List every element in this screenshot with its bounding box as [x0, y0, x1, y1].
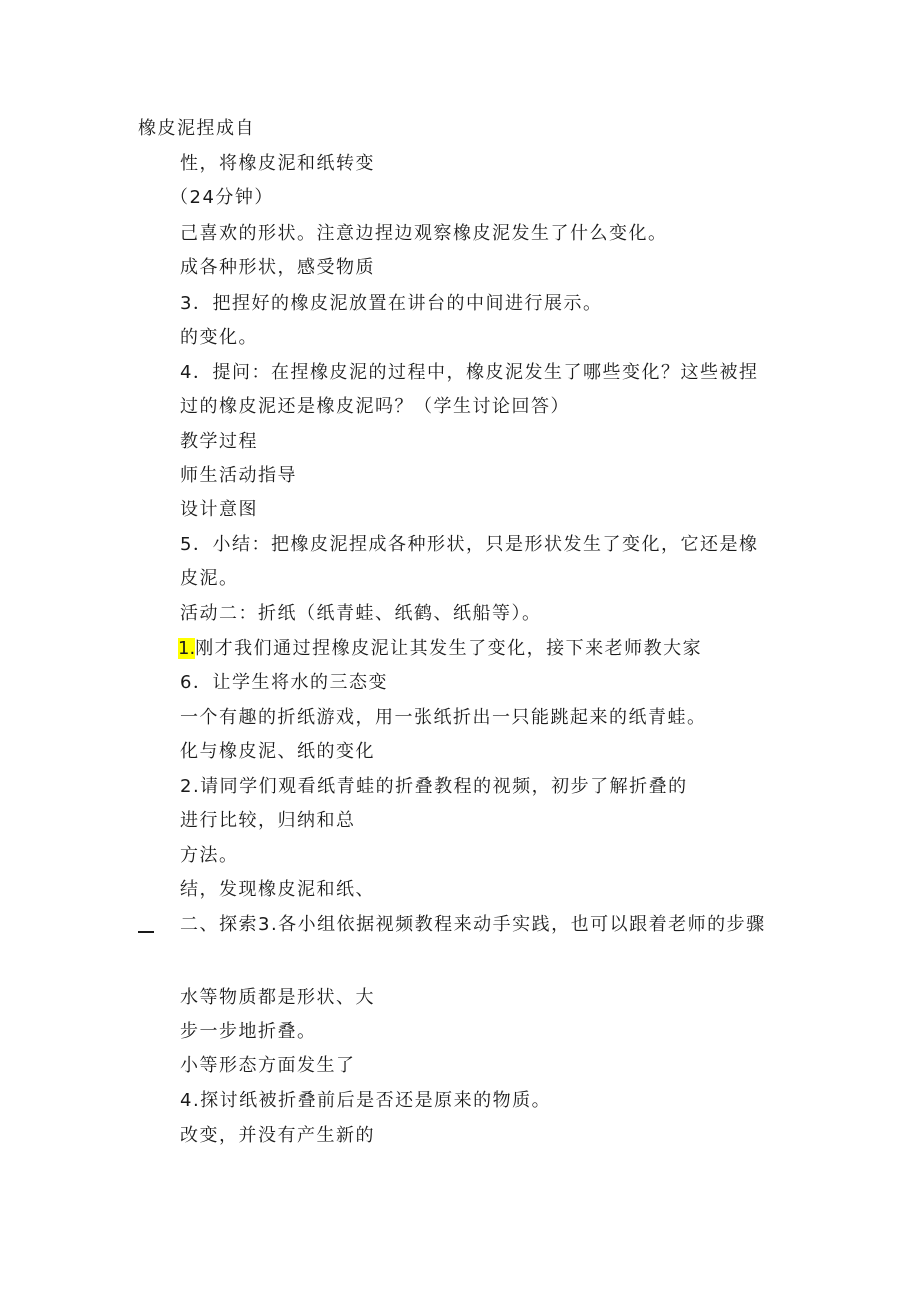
text-line: 步一步地折叠。 — [180, 1021, 317, 1042]
text-line: 水等物质都是形状、大 — [180, 987, 375, 1008]
text-line: 3．把捏好的橡皮泥放置在讲台的中间进行展示。 — [180, 293, 603, 314]
text-line: 的变化。 — [180, 327, 258, 348]
text-line: 结，发现橡皮泥和纸、 — [180, 879, 375, 900]
text-line: 橡皮泥捏成自 — [138, 118, 255, 139]
text-line: 性，将橡皮泥和纸转变 — [180, 153, 375, 174]
text-line: 4．提问：在捏橡皮泥的过程中，橡皮泥发生了哪些变化？这些被捏 — [180, 362, 759, 383]
text-line: 5．小结：把橡皮泥捏成各种形状，只是形状发生了变化，它还是橡 — [180, 534, 759, 555]
text-line: 皮泥。 — [180, 568, 239, 589]
highlighted-list-marker: 1. — [178, 638, 196, 659]
text-line: 6．让学生将水的三态变 — [180, 672, 388, 693]
text-line: 化与橡皮泥、纸的变化 — [180, 741, 375, 762]
text-line: 二、探索3.各小组依据视频教程来动手实践，也可以跟着老师的步骤 — [180, 914, 766, 935]
text-line: 教学过程 — [180, 431, 258, 452]
text-line: 活动二：折纸（纸青蛙、纸鹤、纸船等）。 — [180, 603, 542, 624]
text-line: 设计意图 — [180, 499, 258, 520]
text-line: 2.请同学们观看纸青蛙的折叠教程的视频，初步了解折叠的 — [180, 776, 688, 797]
text-line — [178, 637, 702, 661]
text-line: 成各种形状，感受物质 — [180, 257, 375, 278]
text-line: 己喜欢的形状。注意边捏边观察橡皮泥发生了什么变化。 — [180, 223, 668, 244]
text-line: 方法。 — [180, 845, 239, 866]
text-line: 4.探讨纸被折叠前后是否还是原来的物质。 — [180, 1090, 552, 1111]
text-line: 过的橡皮泥还是橡皮泥吗？（学生讨论回答） — [180, 396, 570, 417]
text-line: 进行比较，归纳和总 — [180, 810, 356, 831]
text-line: 师生活动指导 — [180, 465, 297, 486]
line-break-dash — [138, 931, 154, 933]
text-line: 改变，并没有产生新的 — [180, 1125, 375, 1146]
text-segment: 刚才我们通过捏橡皮泥让其发生了变化，接下来老师教大家 — [195, 638, 703, 659]
text-line: 小等形态方面发生了 — [180, 1055, 356, 1076]
text-line: （24分钟） — [170, 187, 274, 208]
text-line: 一个有趣的折纸游戏，用一张纸折出一只能跳起来的纸青蛙。 — [180, 707, 707, 728]
